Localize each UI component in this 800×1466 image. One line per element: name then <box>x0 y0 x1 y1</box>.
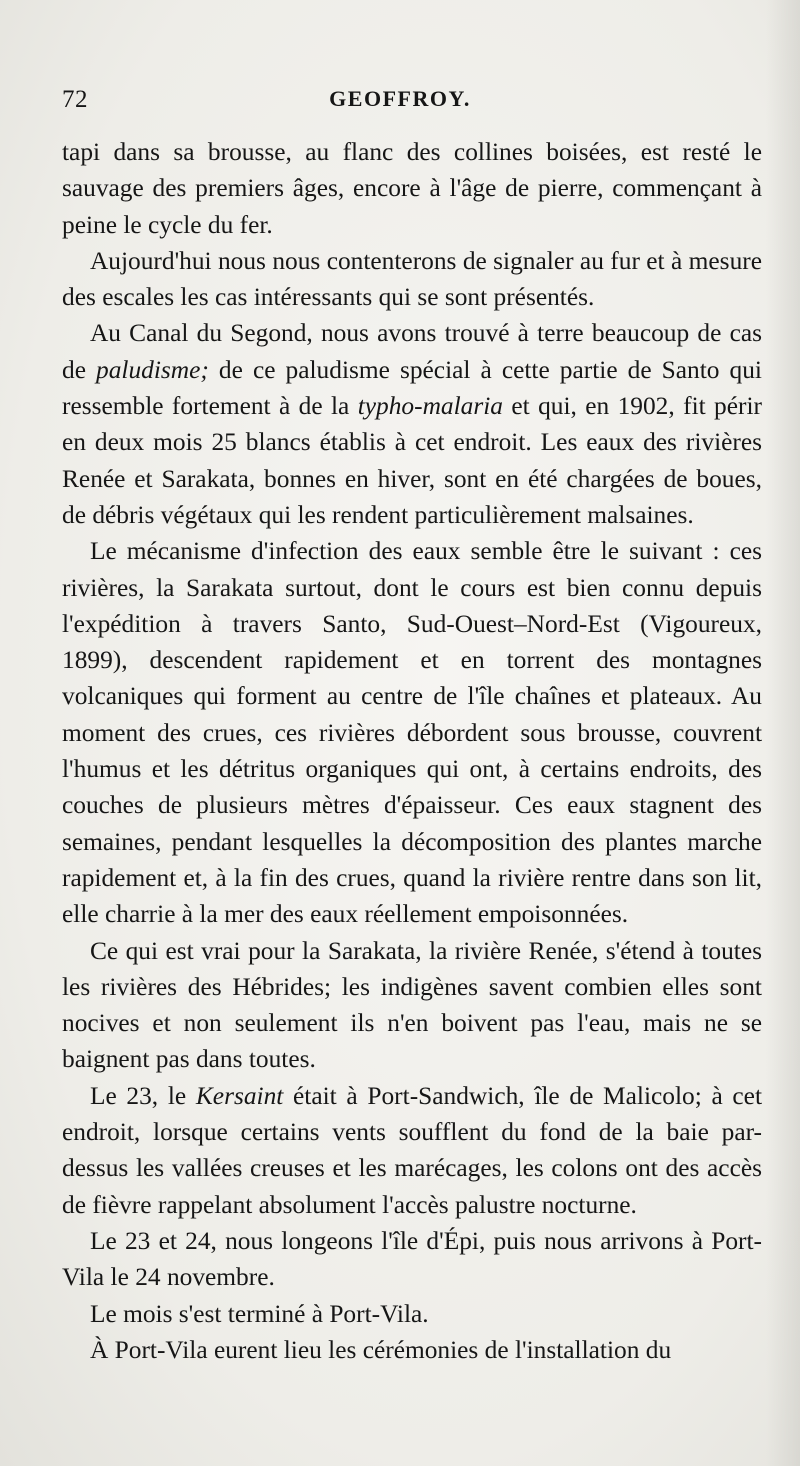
paragraph-6 <box>62 1078 762 1223</box>
paragraph-6-part-1: Le 23, le <box>89 1081 196 1110</box>
paragraph-3-part-3: et qui, en 1902, fit périr en deux mois 25 blancs établis à cet endroit. Les eaux des rivières Renée et Sarakata, bonnes en hiver, sont en été chargées de boues, de débris végétaux qui les rendent particulièrement malsaines. <box>62 392 762 529</box>
italic-term-typho-malaria: typho-malaria <box>357 392 503 421</box>
paragraph-4: Le mécanisme d'infection des eaux semble être le suivant : ces rivières, la Sarakata surtout, dont le cours est bien connu depuis l'expédition à travers Santo, Sud-Ouest–Nord-Est (Vigoureux, 1899), descendent rapidement et en torrent des montagnes volcaniques qui forment au centre de l'île chaînes et plateaux. Au moment des crues, ces rivières débordent sous brousse, couvrent l'humus et les détritus organiques qui ont, à certains endroits, des couches de plusieurs mètres d'épaisseur. Ces eaux stagnent des semaines, pendant lesquelles la décomposition des plantes marche rapidement et, à la fin des crues, quand la rivière rentre dans son lit, elle charrie à la mer des eaux réellement empoisonnées. <box>62 537 762 929</box>
paragraph-1: tapi dans sa brousse, au flanc des collines boisées, est resté le sauvage des premiers âges, encore à l'âge de pierre, commençant à peine le cycle du fer. <box>62 138 762 239</box>
paragraph-6-part-2: était à Port-Sandwich, île de Malicolo; à cet endroit, lorsque certains vents soufflent du fond de la baie par-dessus les vallées creuses et les marécages, les colons ont des accès de fièvre rappelant absolument l'accès palustre nocturne. <box>62 1081 763 1219</box>
running-head: GEOFFROY. <box>329 86 471 111</box>
paragraph-3 <box>62 315 762 533</box>
italic-ship-name: Kersaint <box>195 1081 284 1110</box>
paragraph-3-part-2: de ce paludisme spécial à cette partie de Santo qui ressemble fortement à de la <box>62 355 762 421</box>
paragraph-8: Le mois s'est terminé à Port-Vila. <box>89 1299 429 1328</box>
italic-term-paludisme: paludisme; <box>96 355 209 384</box>
paragraph-9: À Port-Vila eurent lieu les cérémonies de l'installation du <box>89 1335 672 1364</box>
body-text <box>62 134 762 1368</box>
page-number: 72 <box>62 86 88 113</box>
paragraph-2: Aujourd'hui nous nous contenterons de signaler au fur et à mesure des escales les cas intéressants qui se sont présentés. <box>62 246 762 312</box>
scan-edge-shading <box>766 0 800 1466</box>
paragraph-7: Le 23 et 24, nous longeons l'île d'Épi, puis nous arrivons à Port-Vila le 24 novembre. <box>62 1226 762 1292</box>
page-header <box>62 86 738 122</box>
paragraph-5: Ce qui est vrai pour la Sarakata, la rivière Renée, s'étend à toutes les rivières des Hébrides; les indigènes savent combien elles sont nocives et non seulement ils n'en boivent pas l'eau, mais ne se baignent pas dans toutes. <box>62 936 762 1074</box>
paragraph-3-part-1: Au Canal du Segond, nous avons trouvé à terre beaucoup de cas de <box>62 319 762 384</box>
